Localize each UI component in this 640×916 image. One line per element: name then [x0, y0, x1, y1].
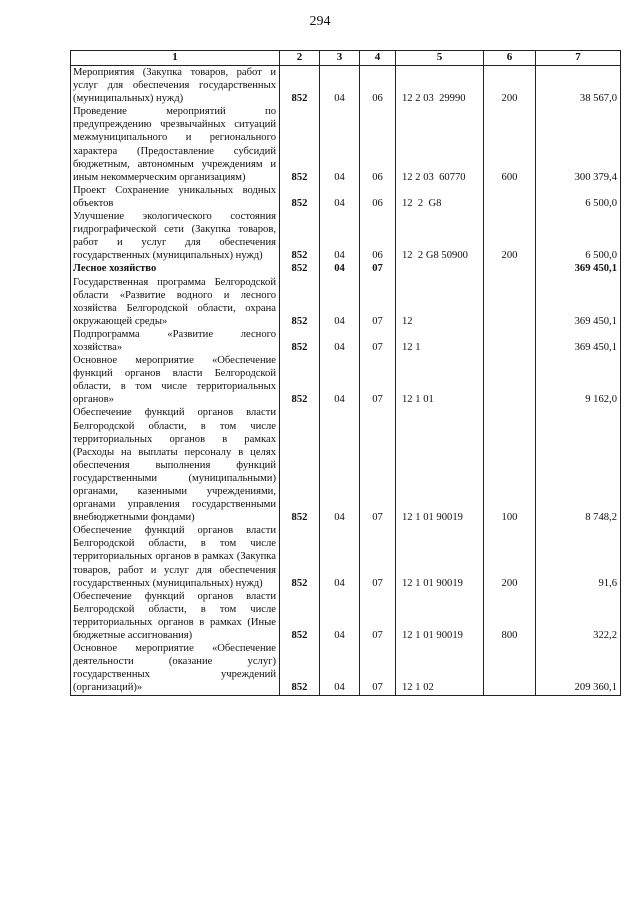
header-col-3: 3 — [320, 51, 360, 66]
row-section: 04 — [320, 66, 360, 106]
table-body — [71, 66, 621, 696]
row-name: Государственная программа Белгородской области «Развитие водного и лесного хозяйства Белгородской области, охрана окружающей среды» — [71, 276, 280, 328]
table-row — [71, 524, 621, 589]
row-ministry-code: 852 — [280, 642, 320, 695]
table-row — [71, 328, 621, 354]
row-amount: 369 450,1 — [536, 328, 621, 354]
row-subsection: 06 — [360, 210, 396, 262]
row-ministry-code: 852 — [280, 262, 320, 275]
row-ministry-code: 852 — [280, 328, 320, 354]
row-name: Лесное хозяйство — [71, 262, 280, 275]
row-amount: 300 379,4 — [536, 105, 621, 184]
table-row — [71, 354, 621, 406]
row-target-article: 12 2 03 29990 — [396, 66, 484, 106]
row-section: 04 — [320, 210, 360, 262]
row-name: Проект Сохранение уникальных водных объектов — [71, 184, 280, 210]
row-subsection: 07 — [360, 590, 396, 642]
row-amount: 9 162,0 — [536, 354, 621, 406]
row-subsection: 07 — [360, 524, 396, 589]
row-ministry-code: 852 — [280, 590, 320, 642]
row-target-article: 12 1 01 — [396, 354, 484, 406]
row-ministry-code: 852 — [280, 66, 320, 106]
row-amount: 369 450,1 — [536, 262, 621, 275]
row-expense-type: 200 — [484, 66, 536, 106]
table-header — [71, 51, 621, 66]
row-ministry-code: 852 — [280, 406, 320, 524]
row-ministry-code: 852 — [280, 276, 320, 328]
row-name: Основное мероприятие «Обеспечение функций органов власти Белгородской области, в том числе территориальных органов» — [71, 354, 280, 406]
row-section: 04 — [320, 524, 360, 589]
row-section: 04 — [320, 184, 360, 210]
row-target-article: 12 1 02 — [396, 642, 484, 695]
row-target-article: 12 1 — [396, 328, 484, 354]
row-name: Обеспечение функций органов власти Белгородской области, в том числе территориальных органов в рамках (Иные бюджетные ассигнования) — [71, 590, 280, 642]
header-col-4: 4 — [360, 51, 396, 66]
table-row — [71, 210, 621, 262]
row-amount: 38 567,0 — [536, 66, 621, 106]
row-section: 04 — [320, 262, 360, 275]
row-expense-type: 200 — [484, 524, 536, 589]
row-section: 04 — [320, 328, 360, 354]
row-expense-type — [484, 184, 536, 210]
row-target-article: 12 — [396, 276, 484, 328]
row-target-article: 12 2 G8 50900 — [396, 210, 484, 262]
table-row — [71, 642, 621, 695]
header-col-5: 5 — [396, 51, 484, 66]
row-amount: 8 748,2 — [536, 406, 621, 524]
row-name: Проведение мероприятий по предупреждению чрезвычайных ситуаций межмуниципального и регионального характера (Предоставление субсидий бюджетным, автономным учреждениям и иным некоммерческим организациям) — [71, 105, 280, 184]
table-row — [71, 262, 621, 275]
budget-table — [70, 50, 621, 696]
header-col-6: 6 — [484, 51, 536, 66]
row-section: 04 — [320, 354, 360, 406]
row-amount: 322,2 — [536, 590, 621, 642]
row-ministry-code: 852 — [280, 184, 320, 210]
row-section: 04 — [320, 105, 360, 184]
row-name: Улучшение экологического состояния гидрографической сети (Закупка товаров, работ и услуг для обеспечения государственных (муниципальных) нужд) — [71, 210, 280, 262]
table-row — [71, 105, 621, 184]
row-section: 04 — [320, 406, 360, 524]
header-col-7: 7 — [536, 51, 621, 66]
row-subsection: 07 — [360, 328, 396, 354]
row-amount: 91,6 — [536, 524, 621, 589]
row-target-article: 12 1 01 90019 — [396, 590, 484, 642]
row-subsection: 07 — [360, 642, 396, 695]
row-ministry-code: 852 — [280, 354, 320, 406]
row-section: 04 — [320, 590, 360, 642]
row-expense-type — [484, 262, 536, 275]
row-ministry-code: 852 — [280, 524, 320, 589]
header-col-1: 1 — [71, 51, 280, 66]
row-subsection: 07 — [360, 276, 396, 328]
row-expense-type: 200 — [484, 210, 536, 262]
row-subsection: 06 — [360, 66, 396, 106]
row-subsection: 06 — [360, 184, 396, 210]
row-expense-type: 100 — [484, 406, 536, 524]
table-row — [71, 66, 621, 106]
row-subsection: 07 — [360, 262, 396, 275]
row-subsection: 07 — [360, 406, 396, 524]
row-ministry-code: 852 — [280, 105, 320, 184]
row-target-article — [396, 262, 484, 275]
row-amount: 209 360,1 — [536, 642, 621, 695]
row-name: Обеспечение функций органов власти Белгородской области, в том числе территориальных органов в рамках (Расходы на выплаты персоналу в целях обеспечения выполнения функций государственными (муниципальными) органами, казенными учреждениями, органами управления государственными внебюджетными фондами) — [71, 406, 280, 524]
row-expense-type: 600 — [484, 105, 536, 184]
table-row — [71, 184, 621, 210]
table-row — [71, 276, 621, 328]
row-section: 04 — [320, 276, 360, 328]
row-name: Подпрограмма «Развитие лесного хозяйства» — [71, 328, 280, 354]
row-expense-type: 800 — [484, 590, 536, 642]
row-target-article: 12 2 G8 — [396, 184, 484, 210]
row-expense-type — [484, 328, 536, 354]
page-number: 294 — [309, 14, 331, 29]
row-subsection: 07 — [360, 354, 396, 406]
header-col-2: 2 — [280, 51, 320, 66]
row-amount: 6 500,0 — [536, 210, 621, 262]
row-expense-type — [484, 354, 536, 406]
row-name: Мероприятия (Закупка товаров, работ и услуг для обеспечения государственных (муниципальных) нужд) — [71, 66, 280, 106]
row-subsection: 06 — [360, 105, 396, 184]
row-ministry-code: 852 — [280, 210, 320, 262]
row-amount: 369 450,1 — [536, 276, 621, 328]
row-name: Основное мероприятие «Обеспечение деятельности (оказание услуг) государственных учреждений (организаций)» — [71, 642, 280, 695]
row-target-article: 12 1 01 90019 — [396, 406, 484, 524]
row-expense-type — [484, 276, 536, 328]
row-target-article: 12 1 01 90019 — [396, 524, 484, 589]
row-amount: 6 500,0 — [536, 184, 621, 210]
table-row — [71, 590, 621, 642]
row-name: Обеспечение функций органов власти Белгородской области, в том числе территориальных органов в рамках (Закупка товаров, работ и услуг для обеспечения государственных (муниципальных) нужд) — [71, 524, 280, 589]
row-section: 04 — [320, 642, 360, 695]
row-target-article: 12 2 03 60770 — [396, 105, 484, 184]
row-expense-type — [484, 642, 536, 695]
table-row — [71, 406, 621, 524]
